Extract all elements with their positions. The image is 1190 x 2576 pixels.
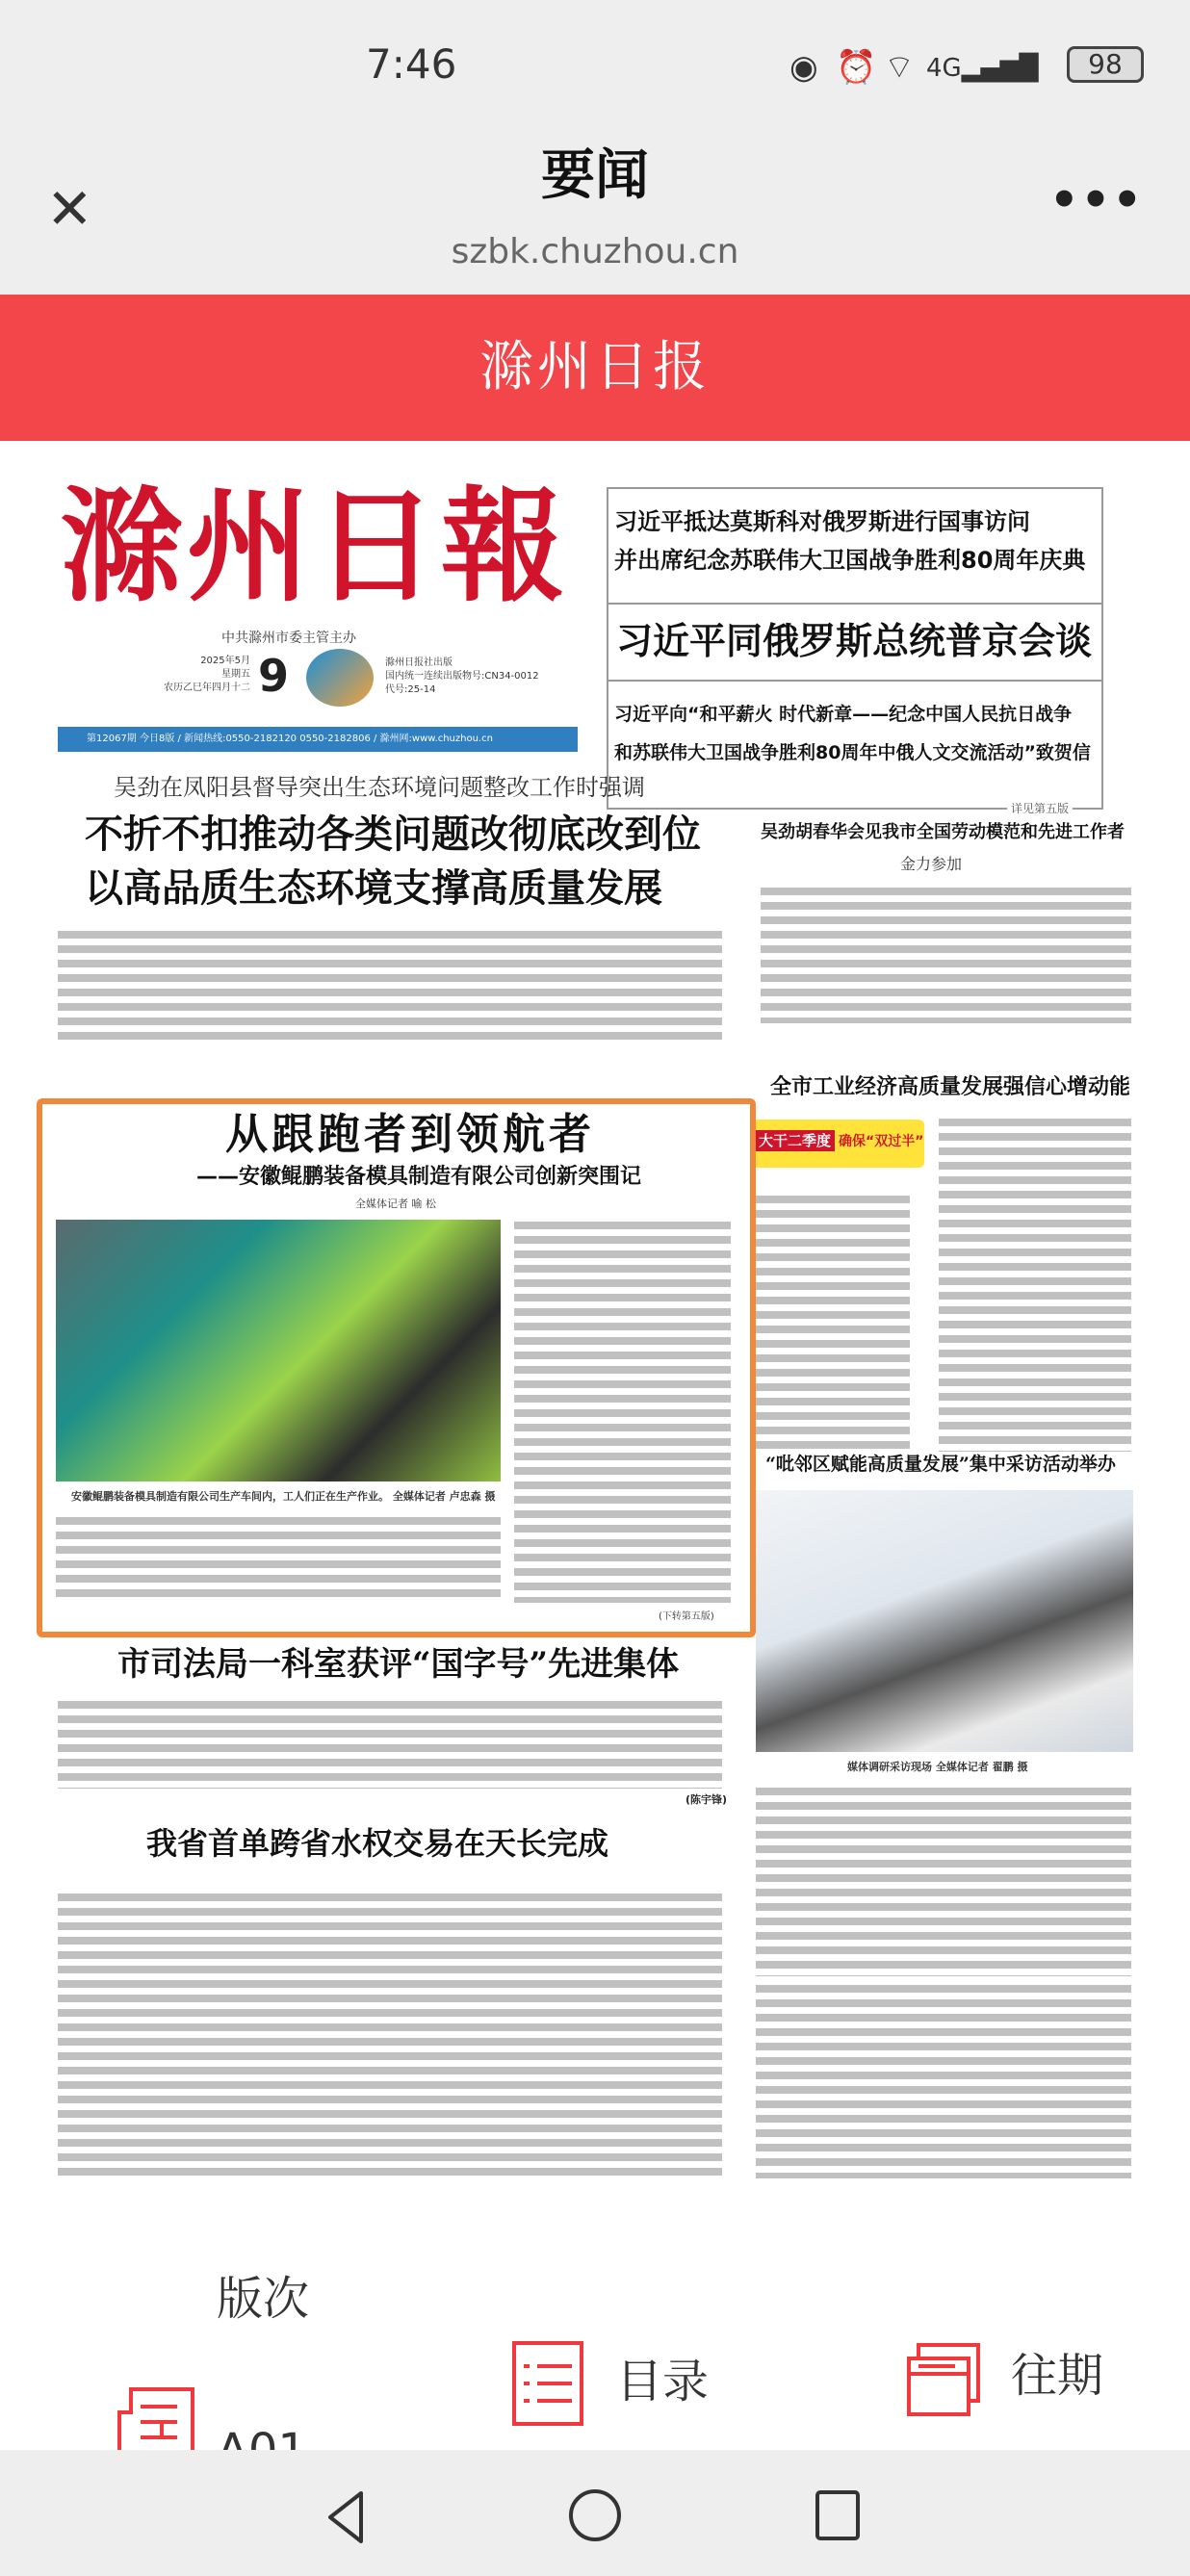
feature-title: 从跟跑者到领航者 [225, 1110, 595, 1159]
right-body-1 [761, 884, 1131, 1023]
archive-tab[interactable] [905, 2339, 1126, 2435]
date: 2025年5月 [200, 656, 250, 666]
logo-icon [306, 649, 374, 707]
wifi-icon: ⌔ [884, 48, 915, 87]
battery-indicator: 98 [1067, 46, 1144, 83]
lead-kicker: 吴劲在凤阳县督导突出生态环境问题整改工作时强调 [114, 774, 645, 801]
right-subhead-1: 金力参加 [900, 855, 963, 873]
list-icon [512, 2341, 585, 2428]
feature-subtitle: ——安徽鲲鹏装备模具制造有限公司创新突围记 [196, 1165, 642, 1189]
system-nav-bar [0, 2450, 1190, 2576]
eye-icon: ◉ [789, 48, 818, 87]
signal-4g-icon: 4G▂▄▆█ [926, 54, 1039, 83]
weekday: 星期五 [221, 669, 250, 680]
edition-tab[interactable] [111, 2272, 400, 2450]
right-headline-1: 吴劲胡春华会见我市全国劳动模范和先进工作者 [761, 822, 1125, 842]
lead-title-1: 不折不扣推动各类问题改彻底改到位 [85, 812, 701, 857]
info-bar: 第12067期 今日8版 / 新闻热线:0550-2182120 0550-2182806 / 滁州网:www.chuzhou.cn [58, 727, 578, 752]
top-headline-3b: 和苏联伟大卫国战争胜利80周年中俄人文交流活动”致贺信 [614, 742, 1091, 763]
lunar-date: 农历乙巳年四月十二 [164, 683, 250, 693]
publisher-block [385, 657, 539, 697]
story3-body [58, 1890, 722, 2178]
page-title: 要闻 [541, 144, 649, 207]
close-icon[interactable]: ✕ [46, 176, 93, 242]
bottom-toolbar [0, 2214, 1190, 2450]
top-headline-1a: 习近平抵达莫斯科对俄罗斯进行国事访问 [614, 508, 1030, 535]
factory-photo [56, 1220, 501, 1481]
code: 代号:25-14 [385, 684, 436, 695]
right-body-3b [756, 1981, 1131, 2178]
masthead: 滁州日報 [60, 475, 569, 619]
highlighted-article[interactable] [37, 1098, 756, 1637]
lead-body [58, 927, 722, 1043]
story3-title: 我省首单跨省水权交易在天长完成 [146, 1825, 609, 1862]
story2-author: (陈宇锋) [686, 1793, 728, 1806]
right-body-2a [751, 1192, 910, 1452]
newspaper-banner: 滁州日报 [0, 295, 1190, 441]
top-headline-1b: 并出席纪念苏联伟大卫国战争胜利80周年庆典 [614, 547, 1086, 574]
right-headline-2: 全市工业经济高质量发展强信心增动能 [770, 1074, 1131, 1099]
catalog-tab[interactable] [510, 2339, 732, 2435]
newspaper-page[interactable] [0, 441, 1190, 2301]
cn-number: 国内统一连续出版物号:CN34-0012 [385, 671, 539, 682]
story2-title: 市司法局一科室获评“国字号”先进集体 [117, 1645, 680, 1684]
home-icon[interactable] [566, 2486, 624, 2544]
back-icon[interactable] [323, 2488, 371, 2546]
see-page-five: 详见第五版 [1007, 801, 1073, 816]
top-headline-2: 习近平同俄罗斯总统普京会谈 [608, 605, 1101, 682]
feature-byline: 全媒体记者 喻 松 [355, 1198, 436, 1210]
top-news-box [607, 487, 1103, 815]
page-url: szbk.chuzhou.cn [451, 232, 739, 271]
archive-icon [905, 2341, 982, 2418]
status-bar [0, 0, 1190, 144]
feature-caption: 安徽鲲鹏装备模具制造有限公司生产车间内，工人们正在生产作业。 全媒体记者 卢忠森 摄 [71, 1490, 496, 1503]
catalog-label: 目录 [616, 2355, 710, 2409]
more-icon[interactable]: ••• [1049, 173, 1145, 227]
lead-title-2: 以高品质生态环境支撑高质量发展 [85, 866, 662, 911]
day-number: 9 [258, 650, 290, 702]
feature-body-right [514, 1218, 731, 1603]
campaign-badge [751, 1120, 924, 1168]
archive-label: 往期 [1011, 2349, 1104, 2403]
right-body-3 [756, 1784, 1131, 1976]
visit-photo [756, 1490, 1133, 1752]
publisher: 滁州日报社出版 [385, 657, 453, 668]
story2-body [58, 1697, 722, 1789]
clock: 7:46 [366, 40, 457, 88]
right-headline-3: “吡邻区赋能高质量发展”集中采访活动举办 [765, 1454, 1116, 1475]
right-body-2b [939, 1115, 1131, 1452]
edition-label: 版次 [217, 2272, 310, 2326]
top-headline-3a: 习近平向“和平薪火 时代新章——纪念中国人民抗日战争 [614, 704, 1073, 725]
recents-icon[interactable] [814, 2488, 862, 2542]
alarm-icon: ⏰ [836, 48, 877, 87]
badge-part-b: 确保“双过半” [839, 1134, 924, 1149]
sponsor: 中共滁州市委主管主办 [221, 631, 356, 646]
visit-photo-caption: 媒体调研采访现场 全媒体记者 翟鹏 摄 [847, 1761, 1028, 1773]
feature-jump: (下转第五版) [659, 1611, 714, 1622]
feature-body-bottom [56, 1513, 501, 1600]
badge-part-a: 大干二季度 [755, 1130, 835, 1151]
date-block [135, 655, 250, 695]
